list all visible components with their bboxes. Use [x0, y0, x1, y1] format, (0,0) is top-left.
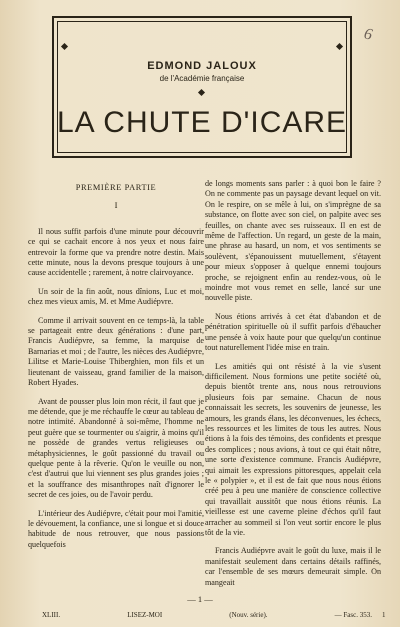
- paragraph: L'intérieur des Audiépvre, c'était pour moi l'amitié, le dévouement, la confiance, une si longue et si douce habitude de nous retrouver, que nous passions quelquefois: [28, 508, 204, 549]
- page-number: — 1 —: [187, 594, 213, 604]
- footer-collection: LISEZ-MOI: [127, 611, 163, 619]
- paragraph: Un soir de la fin août, nous dînions, Luc et moi, chez mes vieux amis, M. et Mme Audiépvre.: [28, 286, 204, 307]
- right-text-column: [205, 179, 381, 596]
- book-title: LA CHUTE D'ICARE: [56, 106, 348, 139]
- footer-series: (Nouv. série).: [229, 611, 268, 619]
- paragraph: Avant de pousser plus loin mon récit, il faut que je me détende, que je me réchauffe le cœur au tableau de notre intimité. Abandonné à soi-même, l'homme ne peut guère que se tourmenter ou s'aigrir, à moins qu'il ne possède de grandes vertus religieuses ou métaphysiciennes, le goût passionné du travail ou quelque pente à la rêverie. Qu'on le veuille ou non, c'est d'autrui que lui viennent ses plus grandes joies ; et la souffrance des misanthropes naît d'ignorer le secret de ces joies, ou de l'avoir perdu.: [28, 396, 204, 500]
- footer-signature-mark: 1: [382, 611, 386, 619]
- paragraph: Il nous suffit parfois d'une minute pour découvrir ce qui se cachait encore à nos yeux et nous faire entrevoir la forme que va prendre notre destin. Mais cette minute, nous la devons presque toujours à une cause accidentelle ; rarement, à notre clairvoyance.: [28, 226, 204, 278]
- paragraph: Francis Audiépvre avait le goût du luxe, mais il le manifestait seulement dans certains détails raffinés, car l'ensemble de ses mœurs demeurait simple. On mangeait: [205, 546, 381, 587]
- paragraph: de longs moments sans parler : à quoi bon le faire ? On ne commente pas un paysage devant lequel on vit. On le respire, on se mêle à lui, on s'imprègne de sa substance, on flotte avec son ciel, on palpite avec ses feuilles, on chante avec ses ruisseaux. Il en est de même de l'affection. Un regard, un geste de la main, une phrase au hasard, un nom, et vos sentiments se soulèvent, s'épanouissent mutuellement, s'étayent pour mieux s'opposer à quelque ennemi toujours proche, se rejoignent enfin au rendez-vous, où le moindre mot vous remet en selle, lancé sur une nouvelle piste.: [205, 179, 381, 303]
- left-text-column: [28, 179, 204, 558]
- chapter-number: I: [114, 200, 118, 211]
- author-affiliation: de l'Académie française: [159, 74, 245, 83]
- footer-issue: — Fasc. 353.: [334, 611, 372, 619]
- paragraph: Les amitiés qui ont résisté à la vie s'usent difficilement. Nous formions une petite société où, depuis bientôt trente ans, nous nous retrouvions plusieurs fois par semaine. Chacun de nous connaissait les secrets, les souvenirs de jeunesse, les amours, les grands élans, les déconvenues, les échecs, les ressources et les limites de tous les autres. Nous étions à la fois des témoins, des confidents et presque des complices ; nous avions, à tout ce qui était nôtre, une sorte d'existence commune. Francis Audiépvre, qui aimait les expressions pittoresques, appelait cela le « polypier », et il est de fait que nous nous étions créé peu à peu une manière de conscience collective qui travaillait aussitôt que nous étions réunis. La vieillesse est une caverne pleine d'échos qu'il faut arracher au sommeil si l'on veut sortir encore le plus tôt de la vie.: [205, 361, 381, 537]
- paragraph: Comme il arrivait souvent en ce temps-là, la table se partageait entre deux générations : d'une part, Francis Audiépvre, sa femme, la marquise de Barnarias et moi ; de l'autre, les nièces des Audiépvre, Lilitse et Marie-Louise Thiberghien, mon fils et un lieutenant de vaisseau, grand familier de la maison, Robert Hyades.: [28, 315, 204, 388]
- title-frame: [52, 16, 352, 158]
- footer-volume: XLIII.: [42, 611, 61, 619]
- author-name: EDMOND JALOUX: [147, 60, 257, 72]
- part-title: PREMIÈRE PARTIE: [75, 183, 157, 192]
- handwritten-margin-note: 6: [362, 25, 374, 44]
- page-footer: [42, 611, 372, 619]
- paragraph: Nous étions arrivés à cet état d'abandon et de pénétration spirituelle où il suffit parfois d'ébaucher une pensée à voix haute pour que quelqu'un continue tout naturellement l'idée mise en train.: [205, 311, 381, 353]
